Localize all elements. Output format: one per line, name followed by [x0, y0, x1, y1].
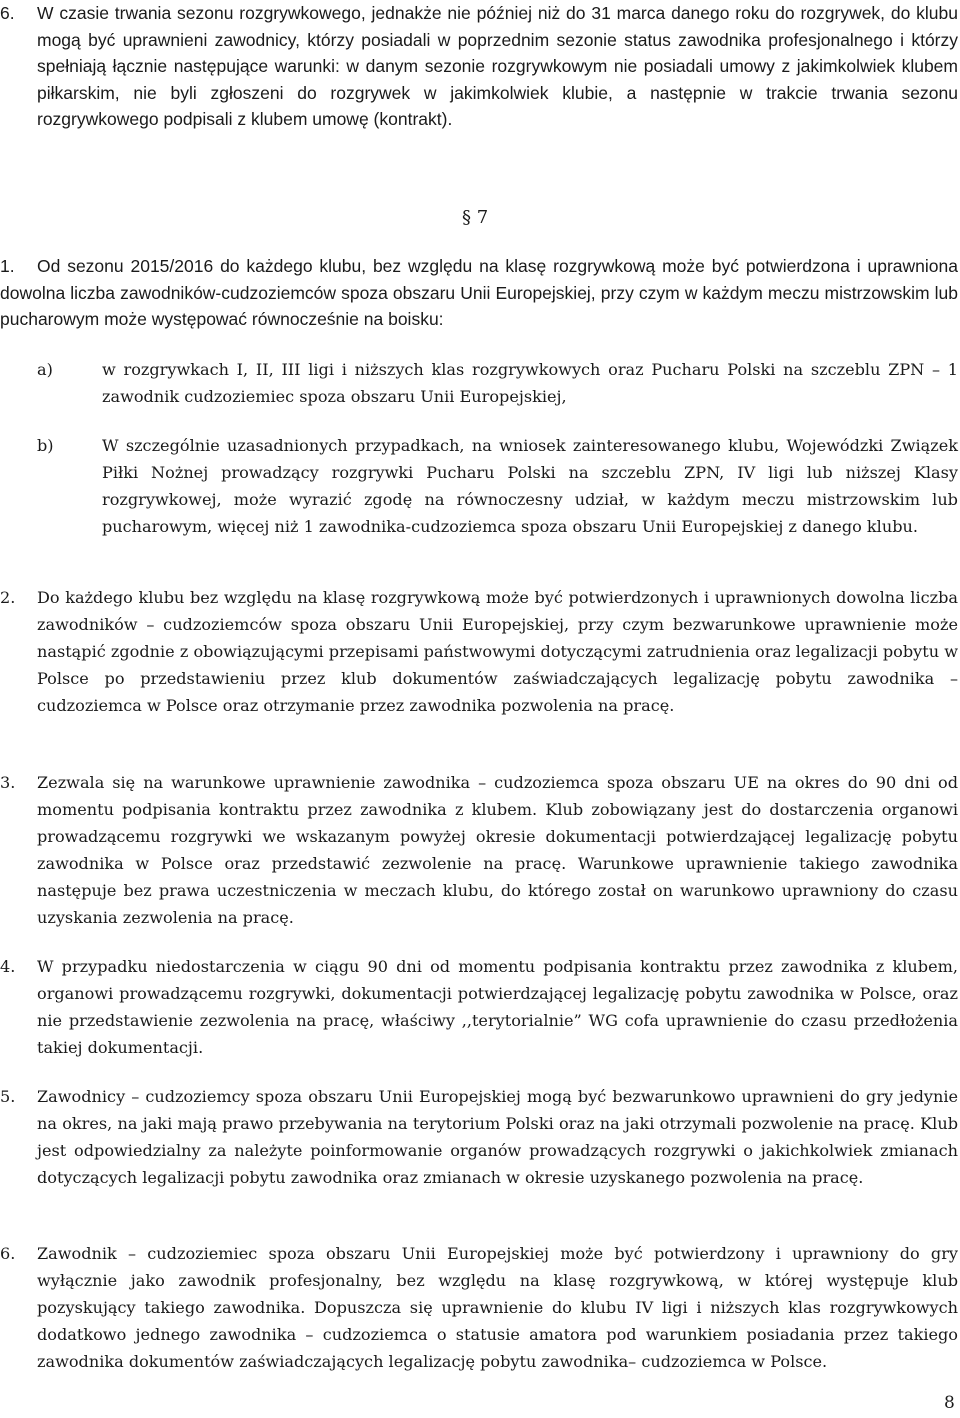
item-number: 3.	[0, 773, 16, 792]
paragraph-text: Zawodnicy – cudzoziemcy spoza obszaru Unii Europejskiej mogą być bezwarunkowo uprawnieni do gry jedynie na okres, na jaki mają prawo przebywania na terytorium Polski oraz na jaki otrzymali pozwolenie na pracę. Klub jest odpowiedzialny za należyte poinformowanie organów prowadzących rozgrywki o jakichkolwiek zmianach dotyczących legalizacji pobytu zawodnika oraz zmianach w okresie uzyskanego pozwolenia na pracę.	[37, 1087, 958, 1188]
item-number: 4.	[0, 957, 16, 976]
item-number: 6.	[0, 3, 15, 23]
item-number: 6.	[0, 1244, 16, 1263]
paragraph-text: Od sezonu 2015/2016 do każdego klubu, bez względu na klasę rozgrywkową może być potwierdzona i uprawniona dowolna liczba zawodników-cudzoziemców spoza obszaru Unii Europejskiej, przy czym w każdym meczu mistrzowskim lub pucharowym może występować równocześnie na boisku:	[0, 256, 958, 329]
subitem-letter: b)	[37, 436, 54, 455]
item-number: 2.	[0, 588, 16, 607]
section-heading: § 7	[462, 207, 489, 228]
paragraph-text: Do każdego klubu bez względu na klasę rozgrywkową może być potwierdzonych i uprawnionych dowolna liczba zawodników – cudzoziemców spoza obszaru Unii Europejskiej, przy czym bezwarunkowe uprawnienie może nastąpić zgodnie z obowiązującymi przepisami państwowymi dotyczącymi zatrudnienia oraz legalizacji pobytu w Polsce po przedstawieniu przez klub dokumentów zaświadczających legalizację pobytu zawodnika – cudzoziemca w Polsce oraz otrzymanie przez zawodnika pozwolenia na pracę.	[37, 588, 958, 716]
page-number: 8	[944, 1393, 955, 1413]
item-number: 5.	[0, 1087, 16, 1106]
paragraph-text: W przypadku niedostarczenia w ciągu 90 dni od momentu podpisania kontraktu przez zawodnika z klubem, organowi prowadzącemu rozgrywki, dokumentacji potwierdzającej legalizację pobytu zawodnika w Polsce, oraz nie przedstawienie zezwolenia na pracę, właściwy ,,terytorialnie” WG cofa uprawnienie do czasu przedłożenia takiej dokumentacji.	[37, 957, 958, 1058]
subitem-text: W szczególnie uzasadnionych przypadkach, na wniosek zainteresowanego klubu, Wojewódzki Związek Piłki Nożnej prowadzący rozgrywki Pucharu Polski na szczeblu ZPN, IV ligi lub niższej Klasy rozgrywkowej, może wyrazić zgodę na równoczesny udział, w każdym meczu mistrzowskim lub pucharowym, więcej niż 1 zawodnika-cudzoziemca spoza obszaru Unii Europejskiej z danego klubu.	[102, 436, 958, 537]
item-number: 1.	[0, 256, 15, 276]
subitem-letter: a)	[37, 360, 53, 379]
paragraph-text: W czasie trwania sezonu rozgrywkowego, jednakże nie później niż do 31 marca danego roku do rozgrywek, do klubu mogą być uprawnieni zawodnicy, którzy posiadali w poprzednim sezonie status zawodnika profesjonalnego i którzy spełniają łącznie następujące warunki: w danym sezonie rozgrywkowym nie posiadali umowy z jakimkolwiek klubem piłkarskim, nie byli zgłoszeni do rozgrywek w jakimkolwiek klubie, a następnie w trakcie trwania sezonu rozgrywkowego podpisali z klubem umowę (kontrakt).	[37, 3, 958, 129]
subitem-text: w rozgrywkach I, II, III ligi i niższych klas rozgrywkowych oraz Pucharu Polski na szczeblu ZPN – 1 zawodnik cudzoziemiec spoza obszaru Unii Europejskiej,	[102, 360, 958, 407]
paragraph-text: Zezwala się na warunkowe uprawnienie zawodnika – cudzoziemca spoza obszaru UE na okres do 90 dni od momentu podpisania kontraktu przez zawodnika z klubem. Klub zobowiązany jest do dostarczenia organowi prowadzącemu rozgrywki we wskazanym powyżej okresie dokumentacji potwierdzającej legalizację pobytu zawodnika w Polsce oraz przedstawić zezwolenie na pracę. Warunkowe uprawnienie takiego zawodnika następuje bez prawa uczestniczenia w meczach klubu, do którego został on warunkowo uprawniony do czasu uzyskania zezwolenia na pracę.	[37, 773, 958, 928]
paragraph-text: Zawodnik – cudzoziemiec spoza obszaru Unii Europejskiej może być potwierdzony i uprawniony do gry wyłącznie jako zawodnik profesjonalny, bez względu na klasę rozgrywkową, w której występuje klub pozyskujący takiego zawodnika. Dopuszcza się uprawnienie do klubu IV ligi i niższych klas rozgrywkowych dodatkowo jednego zawodnika – cudzoziemca o statusie amatora pod warunkiem posiadania przez takiego zawodnika dokumentów zaświadczających legalizację pobytu zawodnika– cudzoziemca w Polsce.	[37, 1244, 958, 1372]
